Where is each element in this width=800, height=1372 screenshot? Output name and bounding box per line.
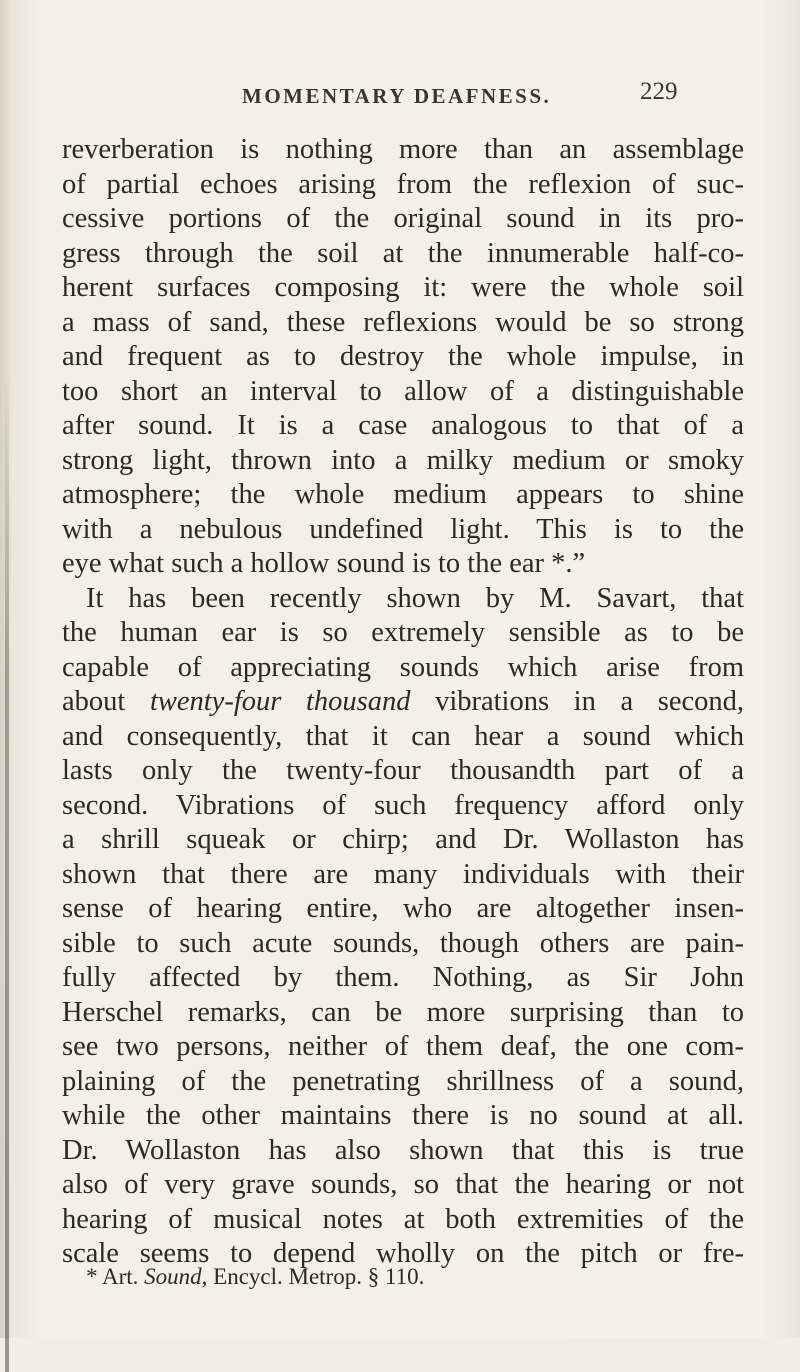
text-line: also of very grave sounds, so that the hearing or not — [62, 1169, 744, 1200]
text-line: the human ear is so extremely sensible as to be — [62, 617, 744, 648]
text-line: atmosphere; the whole medium appears to shine — [62, 479, 744, 510]
text-line: while the other maintains there is no sound at all. — [62, 1100, 744, 1131]
footnote — [86, 1264, 424, 1290]
text-line: too short an interval to allow of a distinguishable — [62, 375, 744, 407]
text-line: sense of hearing entire, who are altogether insen- — [62, 893, 744, 924]
line-text: vibrations in a second, — [410, 686, 744, 717]
text-line: It has been recently shown by M. Savart, that — [86, 582, 744, 614]
footnote-italic: Sound, — [144, 1264, 208, 1289]
margin-mark — [5, 372, 9, 1372]
text-line: reverberation is nothing more than an assemblage — [62, 134, 744, 165]
text-line: shown that there are many individuals with their — [62, 858, 744, 890]
text-line: fully affected by them. Nothing, as Sir John — [62, 962, 744, 993]
text-line: Herschel remarks, can be more surprising than to — [62, 996, 744, 1028]
text-line: and consequently, that it can hear a sound which — [62, 720, 744, 752]
body-text — [62, 133, 744, 1272]
page-number: 229 — [640, 78, 678, 105]
text-line: and frequent as to destroy the whole impulse, in — [62, 341, 744, 372]
italic-phrase: twenty-four thousand — [149, 686, 411, 717]
text-line: see two persons, neither of them deaf, the one com- — [62, 1031, 744, 1062]
running-title: MOMENTARY DEAFNESS. — [242, 84, 552, 108]
text-line: plaining of the penetrating shrillness of a sound, — [62, 1065, 744, 1097]
text-line: with a nebulous undefined light. This is to the — [62, 513, 744, 545]
page-header — [0, 78, 800, 118]
text-line: Dr. Wollaston has also shown that this is true — [62, 1134, 744, 1166]
text-line: gress through the soil at the innumerable half-co- — [62, 237, 744, 269]
text-line: after sound. It is a case analogous to that of a — [62, 410, 744, 441]
text-line: scale seems to depend wholly on the pitch or fre- — [62, 1238, 744, 1269]
text-line: a mass of sand, these reflexions would be so strong — [62, 306, 744, 338]
text-line-with-italic — [62, 685, 744, 720]
text-line: capable of appreciating sounds which arise from — [62, 651, 744, 683]
text-line: second. Vibrations of such frequency afford only — [62, 789, 744, 821]
footnote-text: Encycl. Metrop. § 110. — [213, 1264, 425, 1289]
text-line: a shrill squeak or chirp; and Dr. Wollaston has — [62, 824, 744, 855]
text-line: eye what such a hollow sound is to the ear *.” — [62, 548, 586, 579]
text-line: sible to such acute sounds, though others are pain- — [62, 927, 744, 959]
text-line: of partial echoes arising from the reflexion of suc- — [62, 168, 744, 200]
text-line: cessive portions of the original sound in its pro- — [62, 203, 744, 234]
footnote-marker: * Art. — [86, 1264, 139, 1289]
text-line: hearing of musical notes at both extremities of the — [62, 1203, 744, 1235]
text-line: strong light, thrown into a milky medium or smoky — [62, 444, 744, 476]
text-line: herent surfaces composing it: were the whole soil — [62, 272, 744, 303]
text-line: lasts only the twenty-four thousandth part of a — [62, 755, 744, 786]
line-text: about — [62, 686, 150, 717]
